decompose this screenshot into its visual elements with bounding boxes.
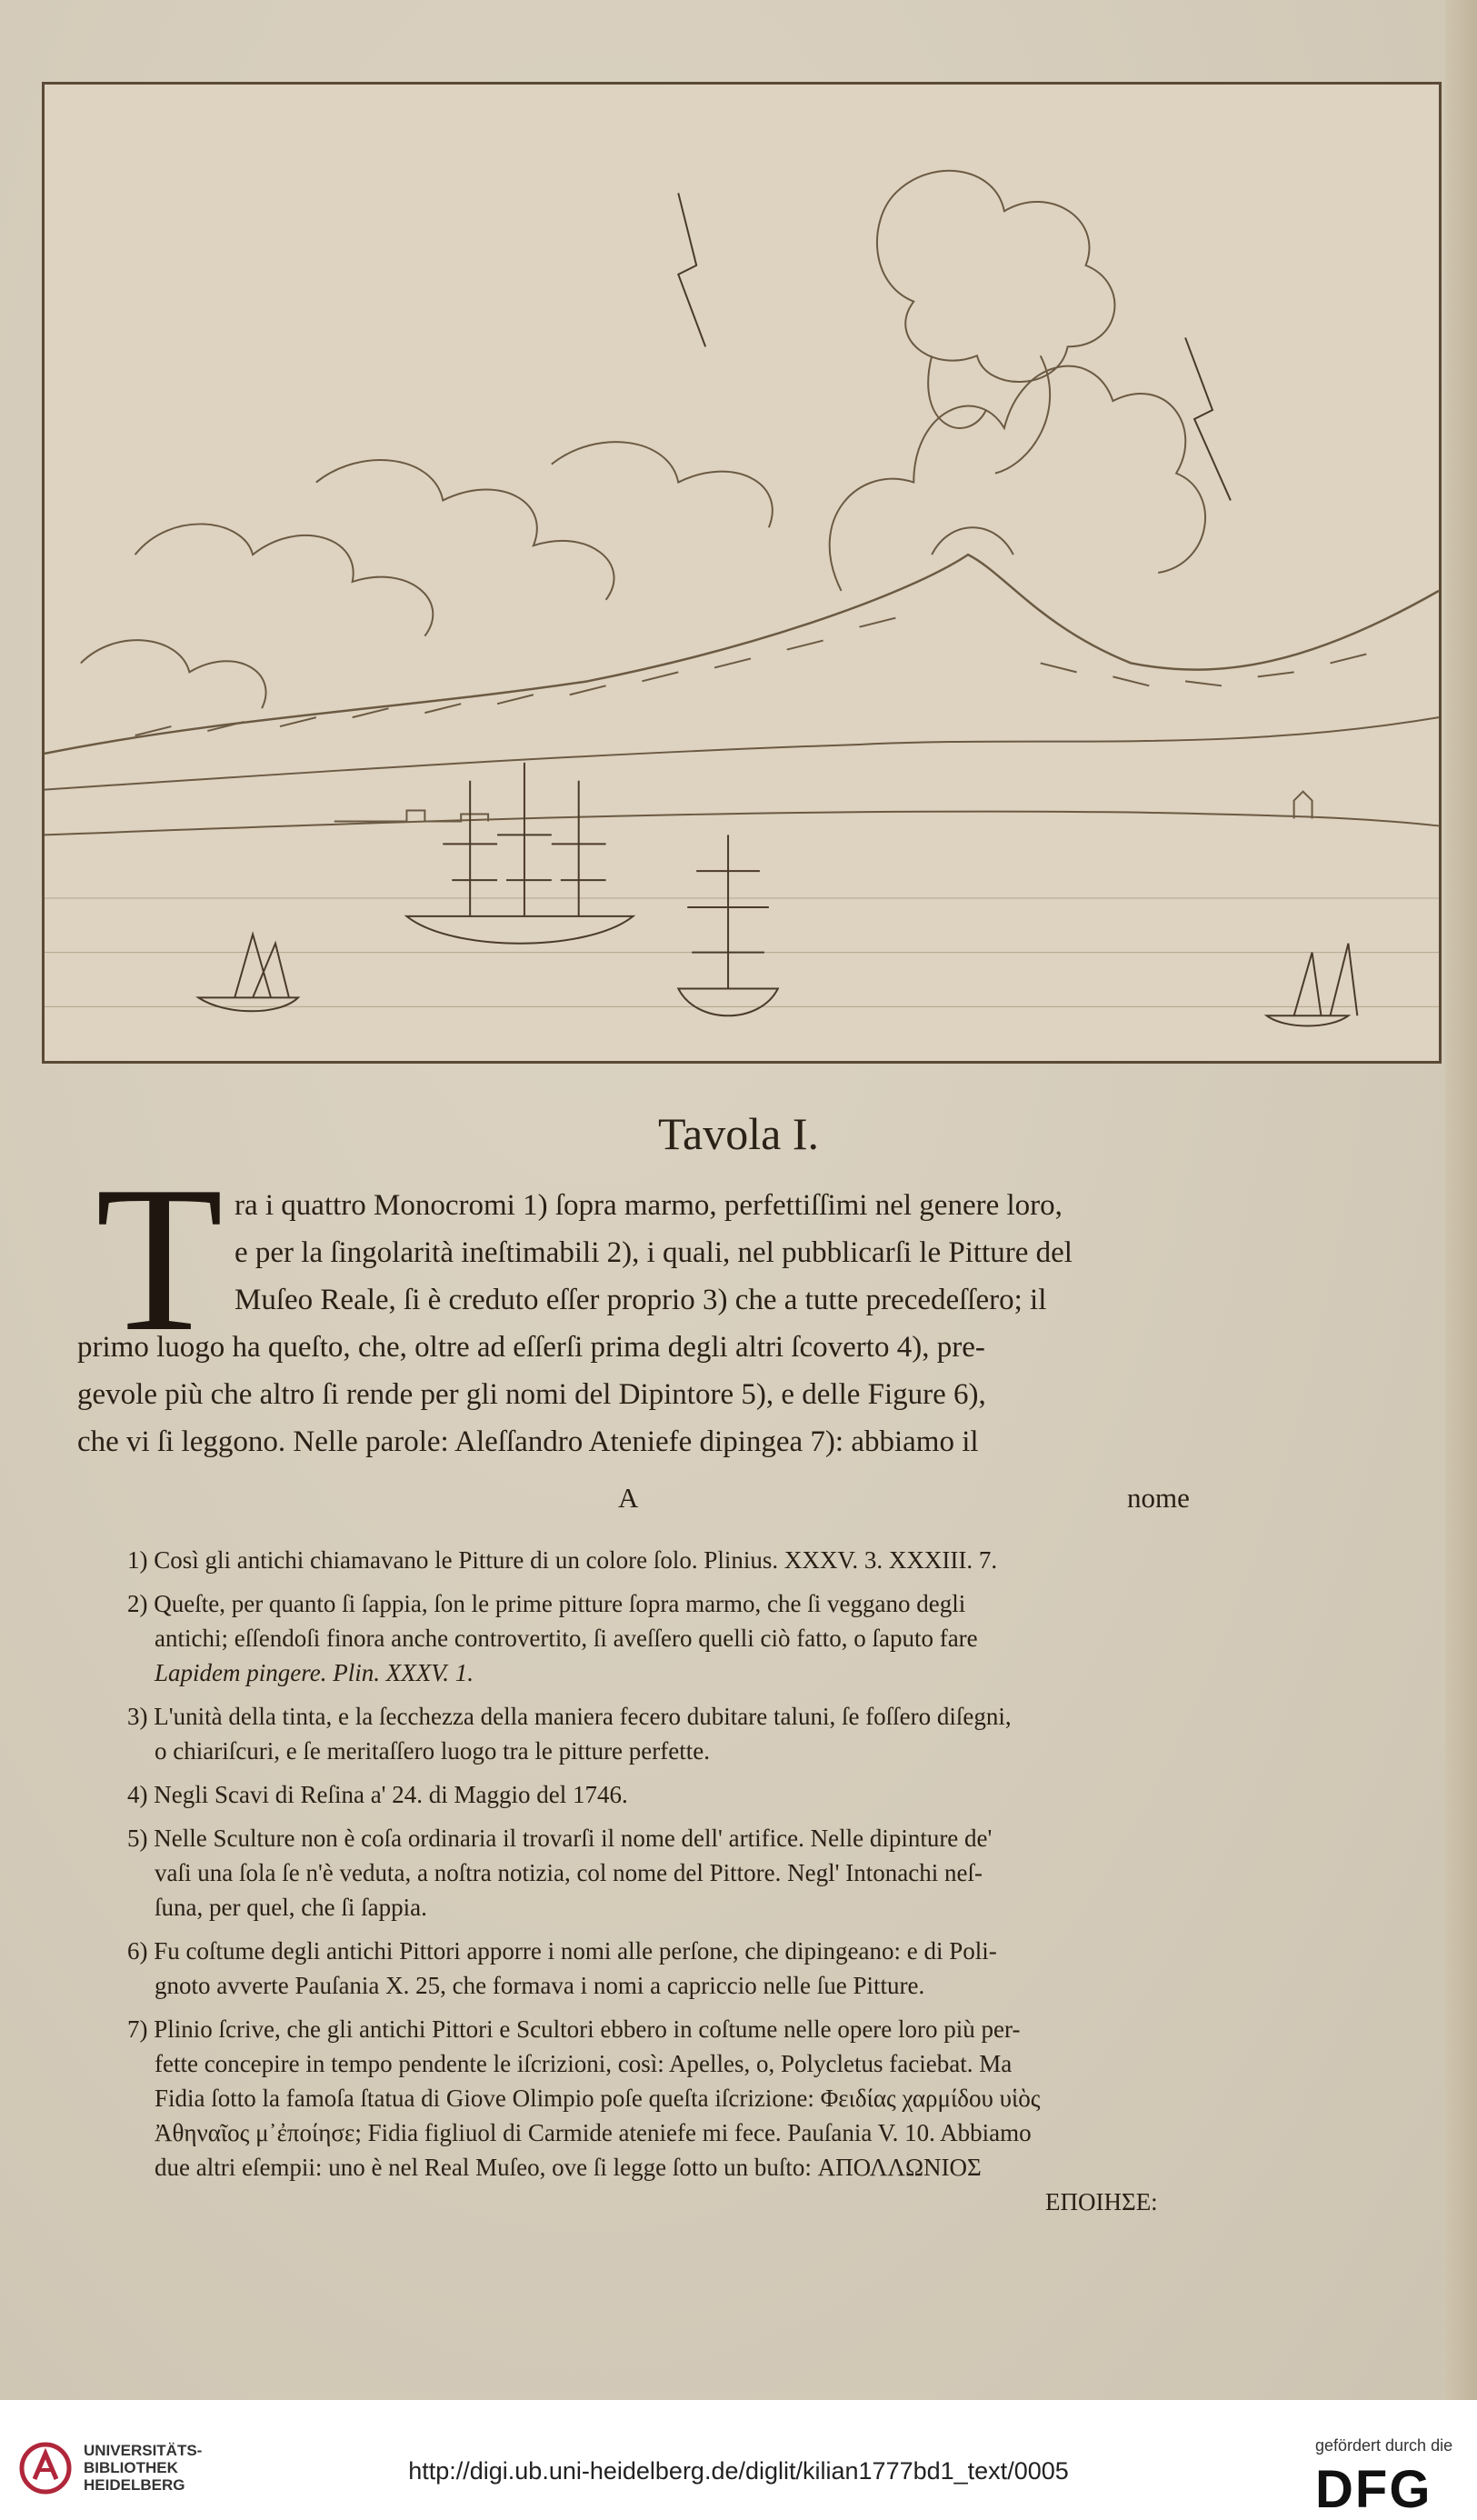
footnote-line: 7) Plinio ſcrive, che gli antichi Pittori e Scultori ebbero in coſtume nelle opere loro più per- xyxy=(127,2015,1021,2043)
library-name-line: UNIVERSITÄTS- xyxy=(84,2442,203,2459)
signature-mark: A xyxy=(618,1482,639,1514)
vesuvius-engraving xyxy=(42,82,1442,1064)
library-name-line: BIBLIOTHEK xyxy=(84,2459,178,2476)
footnote-line: antichi; eſſendoſi finora anche controvertito, ſi aveſſero quelli ciò fatto, o ſaputo fare xyxy=(155,1625,978,1652)
footnote-line: Fidia ſotto la famoſa ſtatua di Giove Olimpio poſe queſta iſcrizione: Φειδίας χαρμίδου υἱὸς xyxy=(155,2085,1041,2112)
page-edge xyxy=(1445,0,1477,2400)
funding-label: gefördert durch die xyxy=(1315,2436,1453,2455)
footnote-line: due altri eſempii: uno è nel Real Muſeo, ove ſi legge ſotto un buſto: ΑΠΟΛΛΩΝΙΟΣ xyxy=(155,2154,982,2181)
body-line: che vi ſi leggono. Nelle parole: Aleſſandro Ateniefe dipingea 7): abbiamo il xyxy=(77,1425,979,1458)
footnote-line: 1) Così gli antichi chiamavano le Pitture di un colore ſolo. Plinius. XXXV. 3. XXXIII. 7. xyxy=(127,1546,998,1574)
permalink-url[interactable]: http://digi.ub.uni-heidelberg.de/diglit/kilian1777bd1_text/0005 xyxy=(408,2457,1069,2485)
footnote-line: Lapidem pingere. Plin. XXXV. 1. xyxy=(155,1659,474,1686)
body-line: primo luogo ha queſto, che, oltre ad eſſerſi prima degli altri ſcoverto 4), pre- xyxy=(77,1331,985,1364)
catchword: nome xyxy=(1127,1482,1190,1514)
footnote-line: ſuna, per quel, che ſi ſappia. xyxy=(155,1894,427,1921)
footnote-line: vaſi una ſola ſe n'è veduta, a noſtra notizia, col nome del Pittore. Negl' Intonachi neſ- xyxy=(155,1859,983,1886)
body-line: Muſeo Reale, ſi è creduto eſſer proprio 3) che a tutte precedeſſero; il xyxy=(235,1284,1047,1316)
footnote-line: 3) L'unità della tinta, e la ſecchezza della maniera fecero dubitare taluni, ſe foſſero diſegni, xyxy=(127,1703,1012,1730)
footnote-line: fette concepire in tempo pendente le iſcrizioni, così: Apelles, o, Polycletus faciebat. Ma xyxy=(155,2050,1013,2077)
body-line: ra i quattro Monocromi 1) ſopra marmo, perfettiſſimi nel genere loro, xyxy=(235,1189,1063,1222)
body-line: e per la ſingolarità ineſtimabili 2), i quali, nel pubblicarſi le Pitture del xyxy=(235,1236,1073,1269)
dfg-logo[interactable]: DFG xyxy=(1315,2460,1432,2519)
body-line: gevole più che altro ſi rende per gli nomi del Dipintore 5), e delle Figure 6), xyxy=(77,1378,986,1411)
footnote-line: gnoto avverte Pauſania X. 25, che formava i nomi a capriccio nelle ſue Pitture. xyxy=(155,1972,925,1999)
footnote-line: 2) Queſte, per quanto ſi ſappia, ſon le prime pitture ſopra marmo, che ſi veggano degli xyxy=(127,1590,966,1617)
footnote-line: 5) Nelle Sculture non è coſa ordinaria il trovarſi il nome dell' artifice. Nelle dipinture de' xyxy=(127,1825,993,1852)
footnote-line: Ἀθηναῖος μ᾽ἐποίησε; Fidia figliuol di Carmide ateniefe mi fece. Pauſania V. 10. Abbiamo xyxy=(155,2119,1032,2146)
drop-cap: T xyxy=(95,1143,224,1375)
footnote-line: o chiariſcuri, e ſe meritaſſero luogo tra le pitture perfette. xyxy=(155,1737,710,1765)
footnote-line: 4) Negli Scavi di Reſina a' 24. di Maggio del 1746. xyxy=(127,1781,628,1808)
library-name-line: HEIDELBERG xyxy=(84,2476,185,2494)
footnote-line: ΕΠΟΙΗΣΕ: xyxy=(1045,2188,1158,2215)
plate-title: Tavola I. xyxy=(658,1108,819,1159)
footnote-line: 6) Fu coſtume degli antichi Pittori apporre i nomi alle perſone, che dipingeano: e di Poli- xyxy=(127,1937,997,1965)
